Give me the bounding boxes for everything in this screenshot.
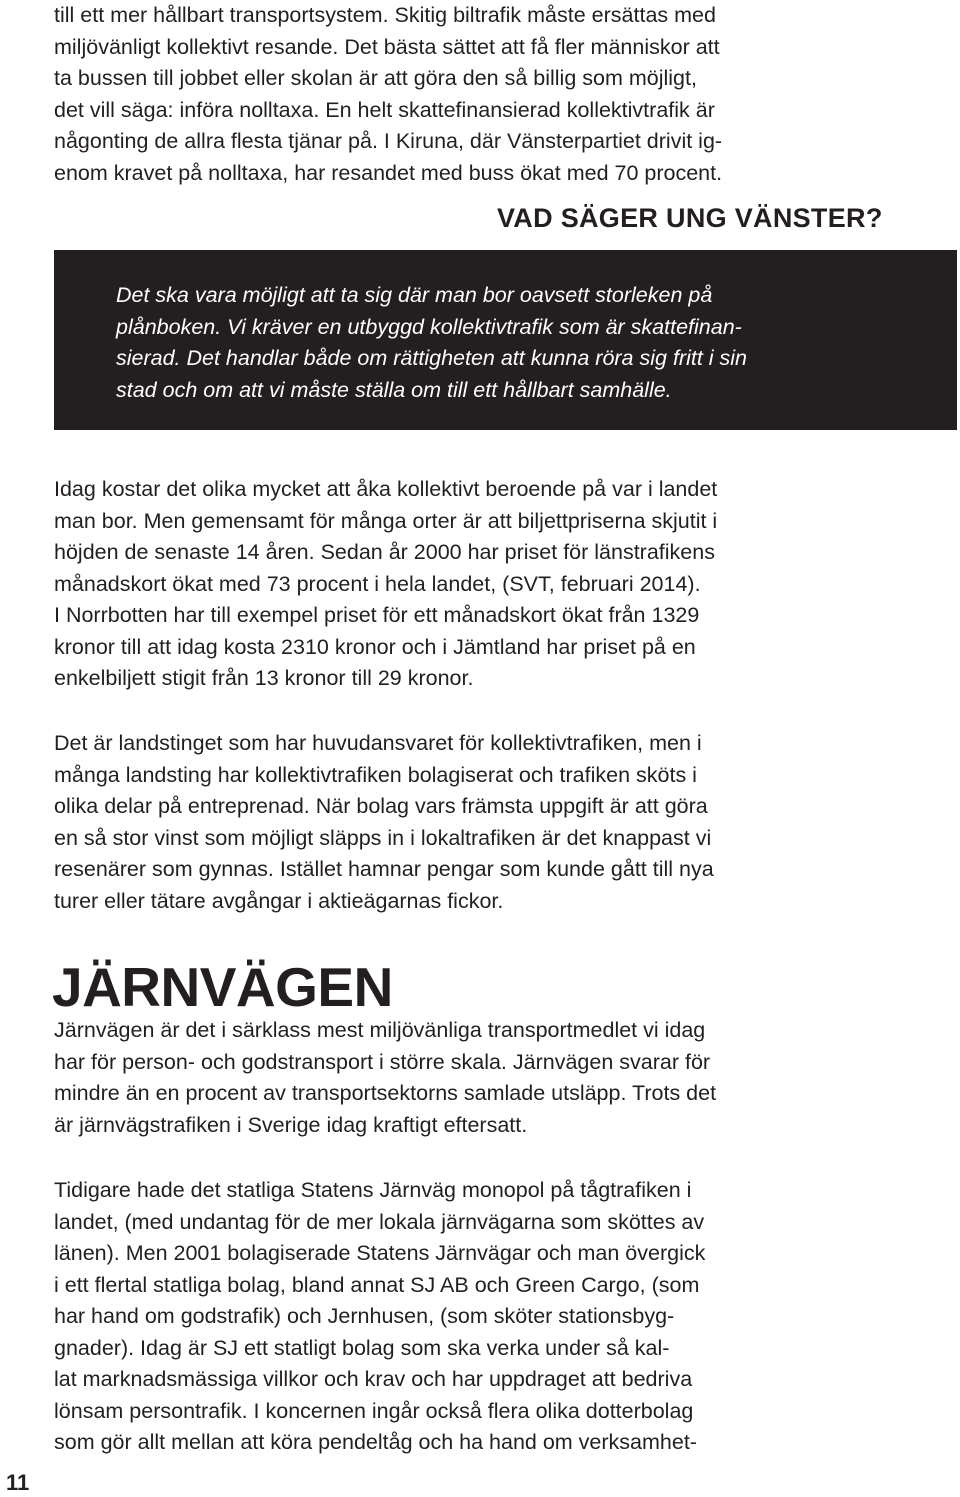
text-line: är järnvägstrafiken i Sverige idag kraftigt eftersatt. <box>54 1112 528 1137</box>
text-line: resenärer som gynnas. Istället hamnar pengar som kunde gått till nya <box>54 857 714 881</box>
text-line: landet, (med undantag för de mer lokala järnvägarna som sköttes av <box>54 1209 705 1234</box>
text-line: enkelbiljett stigit från 13 kronor till 29 kronor. <box>54 666 474 690</box>
text-line: enom kravet på nolltaxa, har resandet med buss ökat med 70 procent. <box>54 160 723 185</box>
text-line: I Norrbotten har till exempel priset för ett månadskort ökat från 1329 <box>54 603 700 627</box>
text-line: Det ska vara möjligt att ta sig där man bor oavsett storleken på <box>116 283 713 307</box>
text-line: kronor till att idag kosta 2310 kronor och i Jämtland har priset på en <box>54 634 696 659</box>
paragraph-landsting <box>54 728 914 917</box>
text-line: Idag kostar det olika mycket att åka kollektivt beroende på var i landet <box>54 477 718 501</box>
text-line: har för person- och godstransport i större skala. Järnvägen svarar för <box>54 1049 711 1074</box>
paragraph-prices <box>54 474 914 695</box>
paragraph-sj <box>54 1175 914 1459</box>
text-line: Tidigare hade det statliga Statens Järnväg monopol på tågtrafiken i <box>54 1178 692 1202</box>
text-line: det vill säga: införa nolltaxa. En helt skattefinansierad kollektivtrafik är <box>54 97 715 122</box>
text-line: höjden de senaste 14 åren. Sedan år 2000 har priset för länstrafikens <box>54 540 715 564</box>
page-number: 11 <box>6 1470 30 1495</box>
text-line: någonting de allra flesta tjänar på. I Kiruna, där Vänsterpartiet drivit ig- <box>54 129 723 153</box>
text-line: olika delar på entreprenad. När bolag vars främsta uppgift är att göra <box>54 794 708 818</box>
text-line: lönsam persontrafik. I koncernen ingår också flera olika dotterbolag <box>54 1398 694 1423</box>
text-line: sierad. Det handlar både om rättigheten att kunna röra sig fritt i sin <box>116 346 748 370</box>
text-line: länen). Men 2001 bolagiserade Statens Järnvägar och man övergick <box>54 1241 706 1265</box>
intro-paragraph <box>54 0 914 189</box>
text-line: man bor. Men gemensamt för många orter är att biljettpriserna skjutit i <box>54 508 718 533</box>
callout-text <box>116 280 960 406</box>
text-line: miljövänligt kollektivt resande. Det bästa sättet att få fler människor att <box>54 34 720 59</box>
paragraph-rail <box>54 1015 914 1141</box>
text-line: mindre än en procent av transportsektorns samlade utsläpp. Trots det <box>54 1081 717 1105</box>
text-line: plånboken. Vi kräver en utbyggd kollektivtrafik som är skattefinan- <box>116 314 742 339</box>
text-line: har hand om godstrafik) och Jernhusen, (som sköter stationsbyg- <box>54 1304 675 1328</box>
text-line: Det är landstinget som har huvudansvaret för kollektivtrafiken, men i <box>54 731 702 755</box>
text-line: till ett mer hållbart transportsystem. Skitig biltrafik måste ersättas med <box>54 3 716 27</box>
callout-heading: VAD SÄGER UNG VÄNSTER? <box>497 203 883 233</box>
text-line: lat marknadsmässiga villkor och krav och har uppdraget att bedriva <box>54 1367 693 1391</box>
callout-box <box>54 250 957 430</box>
text-line: ta bussen till jobbet eller skolan är att göra den så billig som möjligt, <box>54 66 697 90</box>
text-line: turer eller tätare avgångar i aktieägarnas fickor. <box>54 888 504 913</box>
text-line: månadskort ökat med 73 procent i hela landet, (SVT, februari 2014). <box>54 571 701 596</box>
text-line: stad och om att vi måste ställa om till ett hållbart samhälle. <box>116 377 672 402</box>
text-line: många landsting har kollektivtrafiken bolagiserat och trafiken sköts i <box>54 762 697 787</box>
section-heading: JÄRNVÄGEN <box>52 956 393 1018</box>
text-line: i ett flertal statliga bolag, bland annat SJ AB och Green Cargo, (som <box>54 1272 700 1297</box>
text-line: Järnvägen är det i särklass mest miljövänliga transportmedlet vi idag <box>54 1018 706 1042</box>
text-line: gnader). Idag är SJ ett statligt bolag som ska verka under så kal- <box>54 1335 670 1360</box>
text-line: som gör allt mellan att köra pendeltåg och ha hand om verksamhet- <box>54 1430 697 1454</box>
text-line: en så stor vinst som möjligt släpps in i lokaltrafiken är det knappast vi <box>54 825 712 850</box>
